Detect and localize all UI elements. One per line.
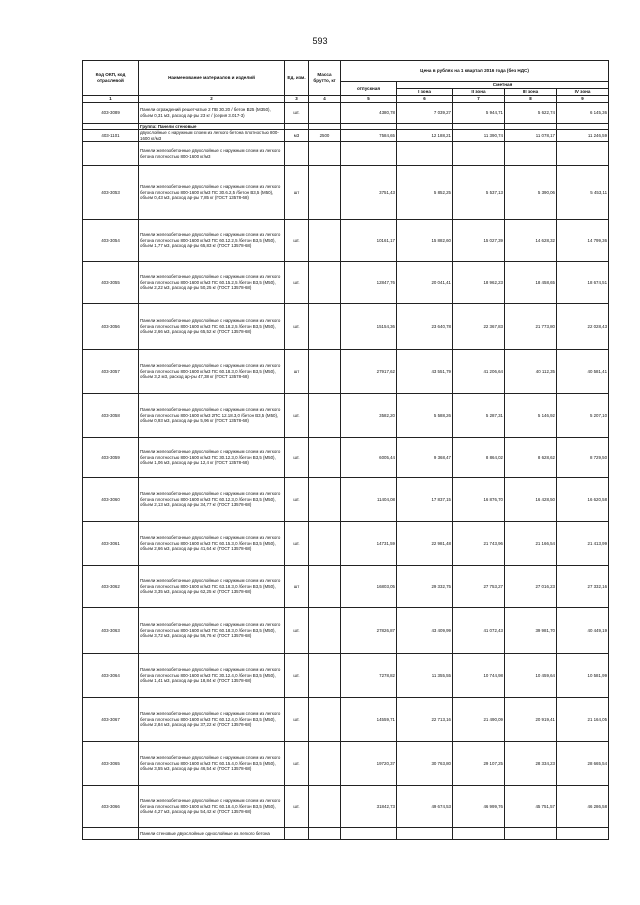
name-cell: Панели железобетонные двухслойные с наружным слоем из легкого бетона плотностью 800-1600 кг/м3 ПС 60.12.3,0 /бетон В3,5 (М50), объем 2,13 м3, расход ар-ры 34,77 кг (ГОСТ 13578-68) (139, 478, 285, 522)
column-number: 8 (505, 96, 557, 103)
zone-4-price-cell: 5 453,11 (557, 166, 609, 220)
header-code: Код ОКП, код отраслевой (83, 61, 139, 96)
header-zone-1: I зона (397, 89, 453, 96)
column-number: 2 (139, 96, 285, 103)
release-price-cell: 6005,44 (341, 438, 397, 478)
zone-1-price-cell: 17 837,15 (397, 478, 453, 522)
zone-4-price-cell: 11 246,59 (557, 130, 609, 142)
code-cell: 403-3056 (83, 304, 139, 350)
code-cell: 403-1101 (83, 130, 139, 142)
zone-3-price-cell (505, 142, 557, 166)
unit-cell: шт. (285, 654, 309, 698)
zone-1-price-cell: 7 039,27 (397, 102, 453, 123)
zone-2-price-cell: 22 367,83 (453, 304, 505, 350)
name-cell: Панели железобетонные двухслойные с наружным слоем из легкого бетона плотностью 800-1600 кг/м3 ПС 60.15.3,0 /бетон В3,5 (М50), объем 2,66 м3, расход ар-ры 41,64 кг (ГОСТ 13578-68) (139, 522, 285, 566)
zone-4-price-cell (557, 828, 609, 840)
zone-2-price-cell: 21 743,96 (453, 522, 505, 566)
table-row (83, 786, 609, 828)
zone-1-price-cell: 29 332,75 (397, 566, 453, 608)
release-price-cell: 4380,78 (341, 102, 397, 123)
code-cell: 403-3060 (83, 478, 139, 522)
zone-4-price-cell: 21 413,99 (557, 522, 609, 566)
table-row (83, 166, 609, 220)
release-price-cell: 19720,37 (341, 742, 397, 786)
zone-4-price-cell: 22 028,43 (557, 304, 609, 350)
table-row (83, 742, 609, 786)
mass-cell (309, 262, 341, 304)
zone-3-price-cell: 18 458,65 (505, 262, 557, 304)
name-cell: Панели железобетонные двухслойные с наружным слоем из легкого бетона плотностью 800-1600 кг/м3 ПС 63.18.3,0 /бетон В3,5 (М50), объем 3,35 м3, расход ар-ры 62,25 кг (ГОСТ 13578-68) (139, 566, 285, 608)
table-row (83, 438, 609, 478)
zone-1-price-cell: 11 355,55 (397, 654, 453, 698)
zone-4-price-cell (557, 142, 609, 166)
table-row (83, 304, 609, 350)
code-cell: 403-3061 (83, 522, 139, 566)
table-row (83, 522, 609, 566)
release-price-cell (341, 828, 397, 840)
table-row (83, 394, 609, 438)
header-mass: Масса брутто, кг (309, 61, 341, 96)
zone-3-price-cell: 5 622,74 (505, 102, 557, 123)
mass-cell (309, 394, 341, 438)
table-row (83, 102, 609, 123)
zone-1-price-cell: 5 588,26 (397, 394, 453, 438)
unit-cell: шт. (285, 438, 309, 478)
code-cell (83, 142, 139, 166)
code-cell: 403-3066 (83, 786, 139, 828)
code-cell (83, 828, 139, 840)
zone-3-price-cell: 27 016,23 (505, 566, 557, 608)
column-numbers-row (83, 96, 609, 103)
name-cell: Панели железобетонные двухслойные с наружным слоем из легкого бетона плотностью 800-1600 кг/м3 (139, 142, 285, 166)
price-table (82, 60, 609, 840)
zone-4-price-cell: 40 449,19 (557, 608, 609, 654)
zone-3-price-cell: 10 459,64 (505, 654, 557, 698)
zone-4-price-cell: 10 581,99 (557, 654, 609, 698)
header-zone-4: IV зона (557, 89, 609, 96)
header-zone-2: II зона (453, 89, 505, 96)
mass-cell (309, 478, 341, 522)
column-number: 4 (309, 96, 341, 103)
unit-cell: шт. (285, 220, 309, 262)
release-price-cell: 14731,59 (341, 522, 397, 566)
unit-cell: шт. (285, 394, 309, 438)
zone-4-price-cell: 16 620,58 (557, 478, 609, 522)
zone-2-price-cell: 5 944,71 (453, 102, 505, 123)
code-cell: 403-3063 (83, 608, 139, 654)
column-number: 7 (453, 96, 505, 103)
zone-2-price-cell: 15 027,39 (453, 220, 505, 262)
release-price-cell: 7278,82 (341, 654, 397, 698)
zone-4-price-cell: 5 207,10 (557, 394, 609, 438)
name-cell: Панели железобетонные двухслойные с наружным слоем из легкого бетона плотностью 800-1600 кг/м3 ПС 60.18.3,0 /бетон В3,5 (М50), объем 3,72 м3, расход ар-ры 56,76 кг (ГОСТ 13578-68) (139, 608, 285, 654)
zone-4-price-cell: 46 286,58 (557, 786, 609, 828)
mass-cell (309, 102, 341, 123)
release-price-cell: 14559,71 (341, 698, 397, 742)
unit-cell: шт. (285, 102, 309, 123)
code-cell: 403-3055 (83, 262, 139, 304)
release-price-cell: 3751,43 (341, 166, 397, 220)
table-row (83, 478, 609, 522)
zone-3-price-cell: 40 112,35 (505, 350, 557, 394)
zone-4-price-cell: 28 665,54 (557, 742, 609, 786)
code-cell: 403-3053 (83, 166, 139, 220)
header-name: Наименование материалов и изделий (139, 61, 285, 96)
zone-1-price-cell: 30 763,80 (397, 742, 453, 786)
name-cell: Панели ограждений решетчатые 2 ПВ 30.20 / бетон В25 (М350), объем 0,31 м3, расход ар-ры 23 кг / (серия 3.017-3) (139, 102, 285, 123)
table-row (83, 608, 609, 654)
zone-2-price-cell (453, 142, 505, 166)
mass-cell (309, 350, 341, 394)
code-cell: 403-3058 (83, 394, 139, 438)
zone-4-price-cell: 40 581,41 (557, 350, 609, 394)
unit-cell: шт. (285, 262, 309, 304)
release-price-cell: 10161,17 (341, 220, 397, 262)
zone-3-price-cell: 21 166,54 (505, 522, 557, 566)
column-number: 3 (285, 96, 309, 103)
unit-cell: шт (285, 166, 309, 220)
mass-cell (309, 220, 341, 262)
zone-1-price-cell: 20 041,41 (397, 262, 453, 304)
zone-1-price-cell: 12 188,21 (397, 130, 453, 142)
header-estimate: Сметная (397, 82, 609, 89)
zone-4-price-cell: 8 729,50 (557, 438, 609, 478)
table-row (83, 828, 609, 840)
page-number: 593 (312, 36, 328, 46)
zone-3-price-cell: 8 628,62 (505, 438, 557, 478)
table-row (83, 654, 609, 698)
name-cell: Панели железобетонные двухслойные с наружным слоем из легкого бетона плотностью 800-1600 кг/м3 2ПС 12.18.3,0 /бетон В3,5 (М50), объем 0,93 м3, расход ар-ры 5,96 кг (ГОСТ 13578-68) (139, 394, 285, 438)
header-zone-3: III зона (505, 89, 557, 96)
unit-cell (285, 142, 309, 166)
zone-1-price-cell: 9 368,47 (397, 438, 453, 478)
code-cell: 403-3067 (83, 698, 139, 742)
header-price-title: Цена в рублях на 1 квартал 2016 года (без НДС) (341, 61, 609, 82)
zone-3-price-cell: 16 428,50 (505, 478, 557, 522)
header-unit: Ед. изм. (285, 61, 309, 96)
zone-3-price-cell: 39 981,70 (505, 608, 557, 654)
code-cell: 403-3057 (83, 350, 139, 394)
zone-2-price-cell: 5 537,13 (453, 166, 505, 220)
name-cell: Панели железобетонные двухслойные с наружным слоем из легкого бетона плотностью 800-1600 кг/м3 ПС 60.15.4,0 /бетон В3,5 (М50), объем 3,55 м3, расход ар-ры 46,54 кг (ГОСТ 13578-68) (139, 742, 285, 786)
code-cell: 403-3065 (83, 742, 139, 786)
zone-2-price-cell: 21 490,09 (453, 698, 505, 742)
zone-3-price-cell: 20 919,41 (505, 698, 557, 742)
mass-cell (309, 608, 341, 654)
zone-4-price-cell: 27 332,16 (557, 566, 609, 608)
table-row (83, 130, 609, 142)
mass-cell (309, 698, 341, 742)
unit-cell: шт (285, 566, 309, 608)
zone-2-price-cell (453, 828, 505, 840)
zone-3-price-cell (505, 828, 557, 840)
table-row (83, 262, 609, 304)
name-cell: Панели стеновые двухслойные однослойные из легкого бетона (139, 828, 285, 840)
table-row (83, 698, 609, 742)
zone-3-price-cell: 45 751,57 (505, 786, 557, 828)
zone-1-price-cell: 43 409,99 (397, 608, 453, 654)
zone-1-price-cell: 23 640,78 (397, 304, 453, 350)
mass-cell: 2500 (309, 130, 341, 142)
column-number: 6 (397, 96, 453, 103)
name-cell: Панели железобетонные двухслойные с наружным слоем из легкого бетона плотностью 800-1600 кг/м3 ПС 60.15.2,5 /бетон В3,5 (М50), объем 2,22 м3, расход ар-ры 50,25 кг (ГОСТ 13578-68) (139, 262, 285, 304)
release-price-cell: 31842,73 (341, 786, 397, 828)
zone-3-price-cell: 5 390,06 (505, 166, 557, 220)
zone-3-price-cell: 14 628,32 (505, 220, 557, 262)
mass-cell (309, 142, 341, 166)
name-cell: Панели железобетонные двухслойные с наружным слоем из легкого бетона плотностью 800-1600 кг/м3 ПС 60.18.4,0 /бетон В3,5 (М50), объем 4,27 м3, расход ар-ры 54,42 кг (ГОСТ 13578-68) (139, 786, 285, 828)
unit-cell: шт. (285, 698, 309, 742)
mass-cell (309, 522, 341, 566)
table-body (83, 102, 609, 839)
code-cell: 403-3062 (83, 566, 139, 608)
unit-cell: шт. (285, 478, 309, 522)
table-row (83, 350, 609, 394)
zone-1-price-cell: 49 674,53 (397, 786, 453, 828)
mass-cell (309, 786, 341, 828)
mass-cell (309, 742, 341, 786)
mass-cell (309, 438, 341, 478)
zone-2-price-cell: 16 876,70 (453, 478, 505, 522)
zone-3-price-cell: 5 146,92 (505, 394, 557, 438)
zone-1-price-cell: 15 882,60 (397, 220, 453, 262)
unit-cell: шт (285, 350, 309, 394)
zone-2-price-cell: 29 107,25 (453, 742, 505, 786)
zone-1-price-cell: 5 852,25 (397, 166, 453, 220)
code-cell: 403-3059 (83, 438, 139, 478)
name-cell: Группа: Панели стеновые (139, 123, 285, 129)
zone-1-price-cell: 22 981,48 (397, 522, 453, 566)
table-row (83, 566, 609, 608)
zone-2-price-cell: 27 753,27 (453, 566, 505, 608)
name-cell: Панели железобетонные двухслойные с наружным слоем из легкого бетона плотностью 800-1600 кг/м3 ПС 60.12.2,5 /бетон В3,5 (М50), объем 1,77 м3, расход ар-ры 65,83 кг (ГОСТ 13578-68) (139, 220, 285, 262)
code-cell: 403-3054 (83, 220, 139, 262)
name-cell: двухслойные с наружным слоем из легкого бетона плотностью 800-1600 кг/м3 (139, 130, 285, 142)
release-price-cell: 27826,87 (341, 608, 397, 654)
zone-4-price-cell: 6 145,36 (557, 102, 609, 123)
unit-cell: шт. (285, 304, 309, 350)
unit-cell: шт. (285, 522, 309, 566)
zone-4-price-cell: 21 164,05 (557, 698, 609, 742)
zone-1-price-cell (397, 828, 453, 840)
unit-cell: м3 (285, 130, 309, 142)
release-price-cell: 27917,62 (341, 350, 397, 394)
zone-2-price-cell: 5 287,31 (453, 394, 505, 438)
unit-cell: шт. (285, 608, 309, 654)
zone-1-price-cell: 43 551,79 (397, 350, 453, 394)
zone-1-price-cell: 22 713,16 (397, 698, 453, 742)
release-price-cell: 16803,05 (341, 566, 397, 608)
table-row (83, 142, 609, 166)
mass-cell (309, 654, 341, 698)
release-price-cell: 11404,08 (341, 478, 397, 522)
header-release: отпускная (341, 82, 397, 96)
name-cell: Панели железобетонные двухслойные с наружным слоем из легкого бетона плотностью 800-1600 кг/м3 ПС 60.12.4,0 /бетон В3,5 (М50), объем 2,84 м3, расход ар-ры 37,22 кг (ГОСТ 13578-68) (139, 698, 285, 742)
column-number: 5 (341, 96, 397, 103)
name-cell: Панели железобетонные двухслойные с наружным слоем из легкого бетона плотностью 800-1600 кг/м3 ПС 30.12.4,0 /бетон В3,5 (М50), объем 1,41 м3, расход ар-ры 18,84 кг (ГОСТ 13578-68) (139, 654, 285, 698)
name-cell: Панели железобетонные двухслойные с наружным слоем из легкого бетона плотностью 800-1600 кг/м3 ПС 30.12.3,0 /бетон В3,5 (М50), объем 1,06 м3, расход ар-ры 12,4 кг (ГОСТ 13578-68) (139, 438, 285, 478)
column-number: 1 (83, 96, 139, 103)
zone-2-price-cell: 8 864,02 (453, 438, 505, 478)
zone-3-price-cell: 21 773,80 (505, 304, 557, 350)
zone-2-price-cell: 41 072,43 (453, 608, 505, 654)
zone-2-price-cell: 10 744,98 (453, 654, 505, 698)
release-price-cell: 3582,20 (341, 394, 397, 438)
release-price-cell: 15154,36 (341, 304, 397, 350)
table-row (83, 220, 609, 262)
zone-4-price-cell: 18 674,51 (557, 262, 609, 304)
code-cell: 403-3089 (83, 102, 139, 123)
zone-2-price-cell: 18 962,23 (453, 262, 505, 304)
mass-cell (309, 828, 341, 840)
zone-3-price-cell: 11 078,17 (505, 130, 557, 142)
mass-cell (309, 304, 341, 350)
unit-cell (285, 828, 309, 840)
release-price-cell (341, 142, 397, 166)
name-cell: Панели железобетонные двухслойные с наружным слоем из легкого бетона плотностью 800-1600 кг/м3 ПС 60.18.2,5 /бетон В3,5 (М50), объем 2,66 м3, расход ар-ры 65,52 кг (ГОСТ 13578-68) (139, 304, 285, 350)
zone-2-price-cell: 46 999,76 (453, 786, 505, 828)
unit-cell: шт. (285, 786, 309, 828)
zone-4-price-cell: 14 799,36 (557, 220, 609, 262)
code-cell: 403-3064 (83, 654, 139, 698)
mass-cell (309, 566, 341, 608)
column-number: 9 (557, 96, 609, 103)
name-cell: Панели железобетонные двухслойные с наружным слоем из легкого бетона плотностью 800-1600 кг/м3 ПС 60.18.3,0 /бетон В3,5 (М50), объем 3,2 м3, расход ар-ры 47,38 кг (ГОСТ 13578-68) (139, 350, 285, 394)
name-cell: Панели железобетонные двухслойные с наружным слоем из легкого бетона плотностью 800-1600 кг/м3 ПС 30.6.2,5 /бетон В3,5 (М50), объем 0,43 м3, расход ар-ры 7,85 кг (ГОСТ 13578-68) (139, 166, 285, 220)
release-price-cell: 12847,76 (341, 262, 397, 304)
mass-cell (309, 166, 341, 220)
unit-cell: шт. (285, 742, 309, 786)
zone-2-price-cell: 11 390,74 (453, 130, 505, 142)
zone-1-price-cell (397, 142, 453, 166)
release-price-cell: 7584,65 (341, 130, 397, 142)
zone-3-price-cell: 28 334,23 (505, 742, 557, 786)
zone-2-price-cell: 41 206,64 (453, 350, 505, 394)
